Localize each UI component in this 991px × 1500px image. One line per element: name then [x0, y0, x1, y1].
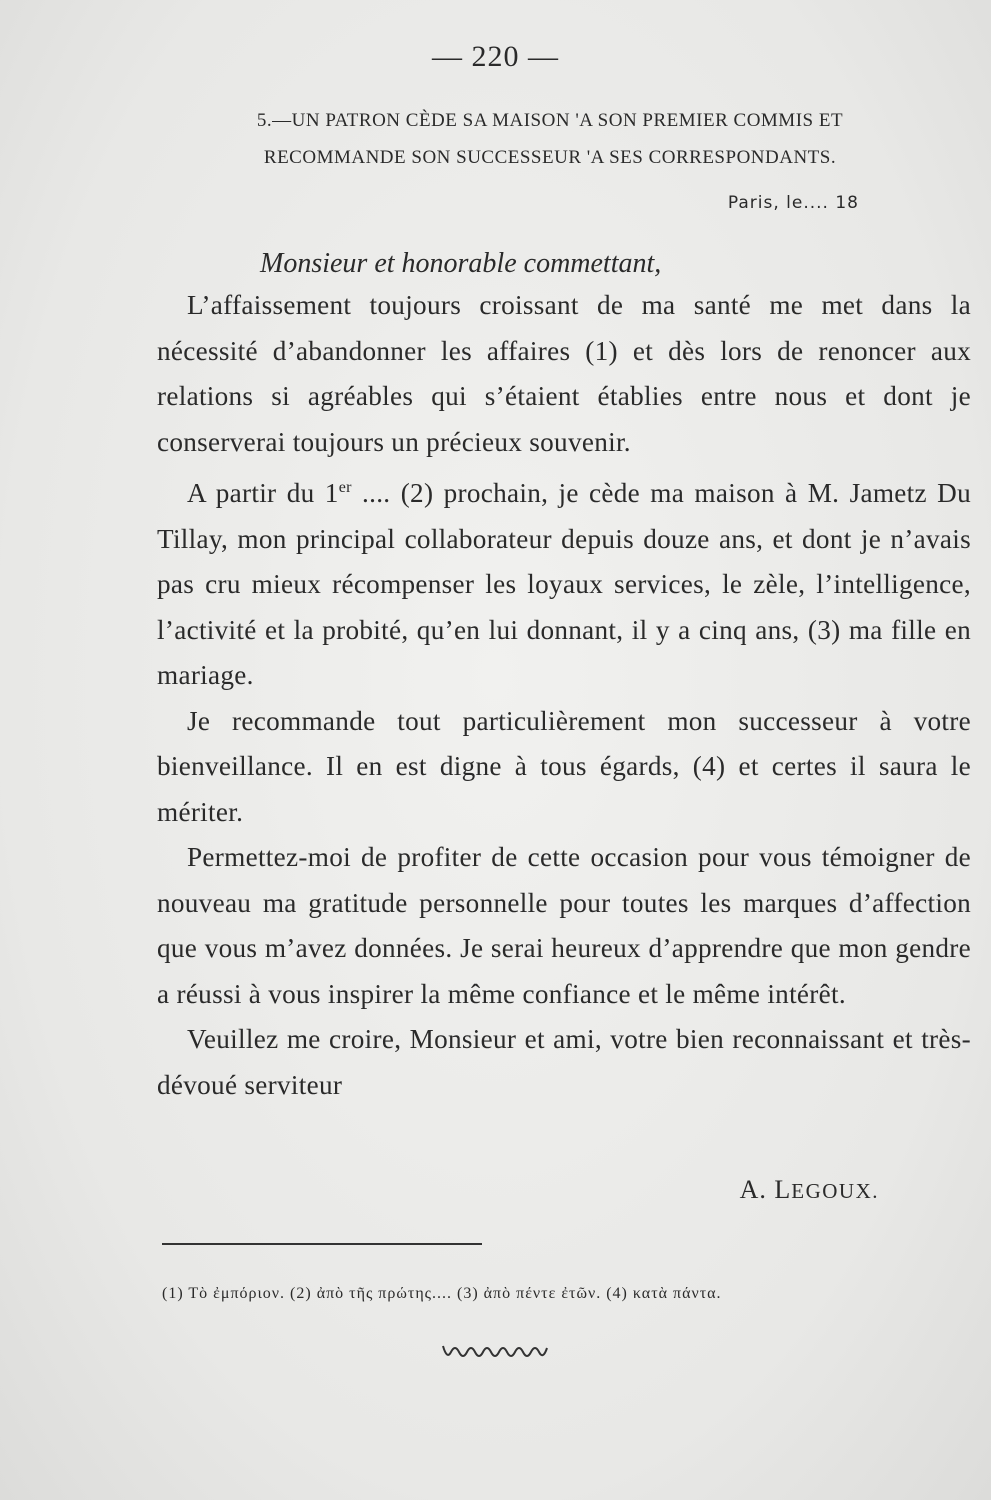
ornament-divider [0, 1340, 991, 1370]
paragraph-3: Je recommande tout particulièrement mon successeur à votre bienveillance. Il en est digne à tous égards, (4) et certes il saura le mériter. [157, 705, 971, 827]
paragraph-1: L’affaissement toujours croissant de ma santé me met dans la nécessité d’abandonner les affaires (1) et dès lors de renoncer aux relations si agréables qui s’étaient établies entre nous et dont je conserverai toujours un précieux souvenir. [157, 290, 971, 457]
paragraph-5: Veuillez me croire, Monsieur et ami, votre bien reconnaissant et très-dévoué serviteur [157, 1024, 971, 1100]
letter-body [157, 283, 971, 1108]
signature-initial: A. L [739, 1175, 792, 1204]
signature-smallcaps: EGOUX. [791, 1179, 879, 1203]
salutation: Monsieur et honorable commettant, [260, 248, 662, 279]
letter-heading-line-2: RECOMMANDE SON SUCCESSEUR 'A SES CORRESPONDANTS. [263, 147, 837, 168]
paragraph-4: Permettez-moi de profiter de cette occasion pour vous témoigner de nouveau ma gratitude personnelle pour toutes les marques d’affection que vous m’avez données. Je serai heureux d’apprendre que mon gendre a réussi à vous inspirer la même confiance et le même intérêt. [157, 842, 971, 1009]
wave-ornament-icon [441, 1340, 551, 1364]
paragraph-2-superscript: er [338, 479, 352, 496]
paragraph-2 [157, 465, 971, 699]
paragraph-2-rest: .... (2) prochain, je cède ma maison à M. Jametz Du Tillay, mon principal collaborateur depuis douze ans, et dont je n’avais pas cru mieux récompenser les loyaux services, le zèle, l’intelligence, l’activité et la probité, qu’en lui donnant, il y a cinq ans, (3) ma fille en mariage. [157, 478, 971, 691]
footnotes: (1) Τὸ ἐμπόριον. (2) ἀπὸ τῆς πρώτης.... (3) ἀπὸ πέντε ἐτῶν. (4) κατὰ πάντα. [162, 1285, 722, 1302]
paragraph-2-start: A partir du 1 [187, 478, 339, 509]
footnote-rule [162, 1243, 482, 1245]
dateline: Paris, le.... 18 [727, 193, 859, 213]
page-number: — 220 — [432, 40, 559, 73]
letter-heading-line-1: 5.—UN PATRON CÈDE SA MAISON 'A SON PREMIER COMMIS ET [256, 110, 844, 131]
signature [740, 1175, 879, 1205]
